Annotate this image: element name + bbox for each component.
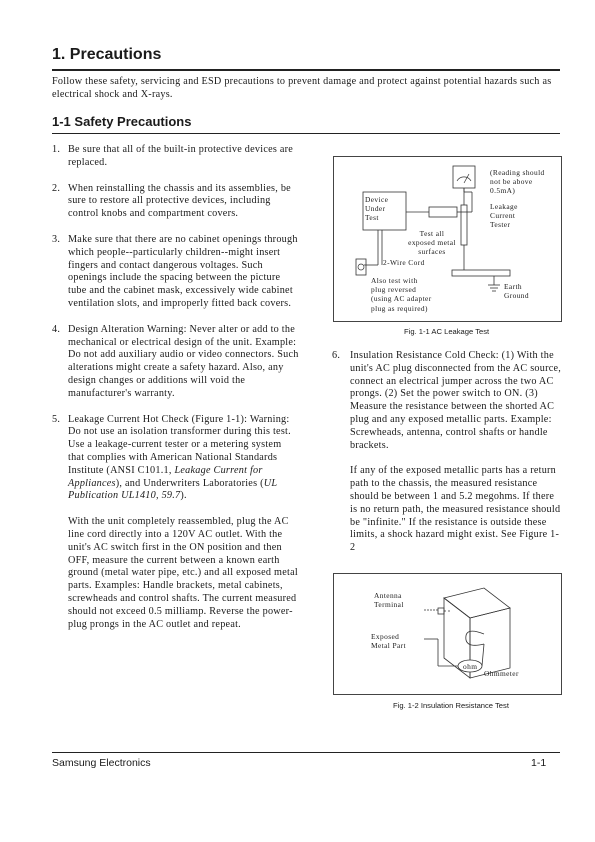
- footer-company: Samsung Electronics: [52, 757, 151, 769]
- cord-label: 2-Wire Cord: [383, 258, 425, 267]
- list-item: [332, 350, 562, 555]
- item-6-block: [332, 350, 562, 568]
- also-test-label: Also test with plug reversed (using AC adapter plug as required): [371, 276, 432, 313]
- item-text: When reinstalling the chassis and its assemblies, be sure to restore all protective devices, including control knobs and compartment covers.: [68, 182, 291, 220]
- list-item: [52, 414, 300, 632]
- item-text-part: ), and Underwriters Laboratories (: [115, 477, 264, 489]
- item-number: 1.: [52, 144, 61, 155]
- item-text-part: Leakage Current Hot Check (Figure 1-1): Warning: Do not use an isolation transformer during this test. Use a leakage-current tester or a metering system that complies with American National Standards Institute (ANSI C101.1,: [68, 413, 291, 476]
- item-text: [68, 414, 300, 504]
- item-number: 4.: [52, 323, 61, 335]
- list-item: [52, 183, 300, 221]
- item-number: 5.: [52, 413, 61, 425]
- item-number: 2.: [52, 182, 61, 194]
- page-number: 1-1: [531, 757, 547, 769]
- item-number: 6.: [332, 350, 341, 361]
- item-text: Be sure that all of the built-in protective devices are replaced.: [68, 144, 294, 168]
- figure-insulation-test: [333, 573, 562, 695]
- earth-ground-label: Earth Ground: [504, 282, 529, 301]
- water-pipe: [452, 270, 510, 276]
- item-text: Make sure that there are no cabinet openings through which people--particularly children--might insert fingers and contact dangerous voltages. Such openings include the spacing between the picture tube and the cabinet mask, excessively wide cabinet ventilation slots, and improperly fitted back covers.: [68, 233, 298, 309]
- antenna-label: Antenna Terminal: [374, 591, 404, 610]
- device-under-test-label: Device Under Test: [365, 195, 389, 223]
- precautions-list: [52, 144, 300, 644]
- intro-paragraph: Follow these safety, servicing and ESD precautions to prevent damage and protect against potential hazards such as electrical shock and X-rays.: [52, 76, 552, 100]
- item-number: 3.: [52, 233, 61, 245]
- figure-ac-leakage-test: [333, 156, 562, 322]
- figure-1-caption: Fig. 1-1 AC Leakage Test: [404, 327, 490, 336]
- footer-rule: [52, 752, 560, 753]
- item-text: If any of the exposed metallic parts has a return path to the chassis, the measured resistance should be between 1 and 5.2 megohms. If there is no return path, the measured resistance should be "infinite." If the resistance is outside these limits, a shock hazard might exist. See Figure 1-2: [350, 465, 561, 554]
- ohm-label: ohm: [463, 662, 478, 671]
- standard-title: Leakage Current for Appliances: [68, 464, 263, 489]
- exposed-metal-label: Exposed Metal Part: [371, 632, 406, 651]
- item-text-part: ).: [180, 490, 187, 502]
- page-title: 1. Precautions: [52, 46, 162, 63]
- subsection-title: 1-1 Safety Precautions: [52, 114, 192, 129]
- list-item: [52, 324, 300, 401]
- subsection-rule: [52, 133, 560, 134]
- test-all-label: Test all exposed metal surfaces: [408, 229, 456, 257]
- tester-label: Leakage Current Tester: [490, 202, 518, 230]
- ac-outlet: [356, 259, 366, 275]
- item-text: Design Alteration Warning: Never alter or add to the mechanical or electrical design of the unit. Example: Do not add auxiliary audio or video connectors. Such alterations might create a safety hazard. Also, any design changes or additions will void the manufacturer's warranty.: [68, 323, 299, 399]
- ul-publication: UL Publication UL1410, 59.7: [68, 477, 278, 502]
- item-text: With the unit completely reassembled, plug the AC line cord directly into a 120V AC outlet. With the unit's AC switch first in the ON position and then OFF, measure the current between a known earth ground (metal water pipe, etc.) and all exposed metal parts. Examples: Handle brackets, metal cabinets, screwheads and control shafts. The current measured should not exceed 0.5 milliamp. Reverse the power-plug prongs in the AC outlet and repeat.: [68, 516, 298, 630]
- ohmmeter-label: Ohmmeter: [484, 669, 519, 678]
- list-item: [52, 234, 300, 311]
- reading-note: (Reading should not be above 0.5mA): [490, 168, 545, 196]
- figure-2-caption: Fig. 1-2 Insulation Resistance Test: [393, 701, 509, 710]
- list-item: [52, 144, 300, 170]
- insulation-diagram: [334, 574, 561, 694]
- title-rule: [52, 69, 560, 71]
- item-text: Insulation Resistance Cold Check: (1) With the unit's AC plug disconnected from the AC source, connect an electrical jumper across the two AC prongs. (2) Set the power switch to ON. (3) Measure the resistance between the shorted AC plug and any exposed metallic parts. Example: Screwheads, antenna, control shafts or handle brackets.: [350, 350, 562, 451]
- resistor: [429, 207, 457, 217]
